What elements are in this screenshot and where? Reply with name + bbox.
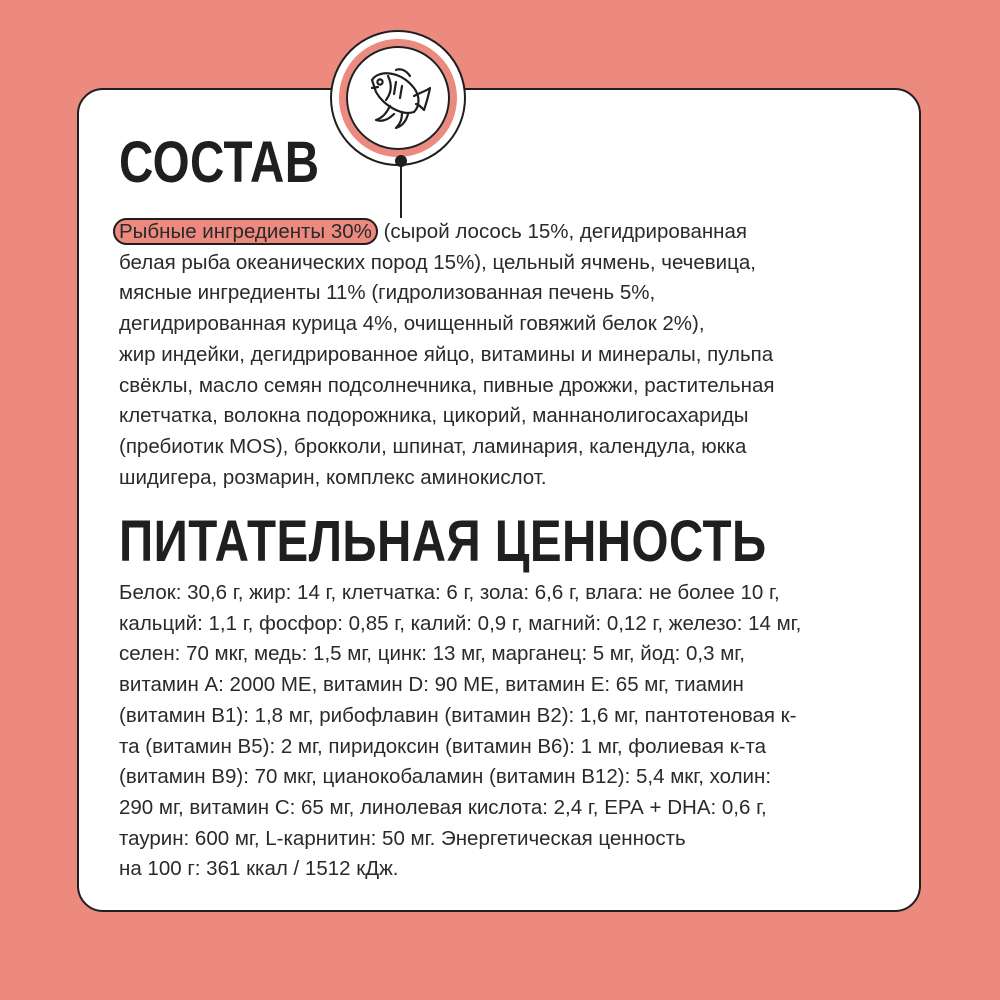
- nutrition-line: на 100 г: 361 ккал / 1512 кДж.: [119, 857, 399, 881]
- composition-line: шидигера, розмарин, комплекс аминокислот.: [119, 465, 547, 489]
- composition-line: мясные ингредиенты 11% (гидролизованная печень 5%,: [119, 281, 656, 305]
- composition-line-1: [119, 217, 889, 248]
- nutrition-line: таурин: 600 мг, L-карнитин: 50 мг. Энергетическая ценность: [119, 826, 686, 850]
- nutrition-line: селен: 70 мкг, медь: 1,5 мг, цинк: 13 мг, марганец: 5 мг, йод: 0,3 мг,: [119, 642, 745, 666]
- nutrition-line: 290 мг, витамин С: 65 мг, линолевая кислота: 2,4 г, ЕРА + DHA: 0,6 г,: [119, 795, 767, 819]
- nutrition-line: (витамин В9): 70 мкг, цианокобаламин (витамин В12): 5,4 мкг, холин:: [119, 765, 772, 789]
- composition-line: белая рыба океанических пород 15%), цельный ячмень, чечевица,: [119, 250, 756, 274]
- composition-line: жир индейки, дегидрированное яйцо, витамины и минералы, пульпа: [119, 342, 774, 366]
- composition-line: клетчатка, волокна подорожника, цикорий, маннанолигосахариды: [119, 404, 749, 428]
- nutrition-line: (витамин В1): 1,8 мг, рибофлавин (витамин В2): 1,6 мг, пантотеновая к-: [119, 703, 797, 727]
- composition-line-1-text: (сырой лосось 15%, дегидрированная: [383, 220, 747, 243]
- fish-icon: [366, 66, 434, 134]
- nutrition-text: [119, 578, 889, 885]
- nutrition-title: ПИТАТЕЛЬНАЯ ЦЕННОСТЬ: [119, 509, 767, 574]
- badge-inner-circle: [346, 46, 450, 150]
- connector-line: [400, 162, 402, 218]
- composition-line: дегидрированная курица 4%, очищенный говяжий белок 2%),: [119, 312, 705, 336]
- nutrition-line: витамин А: 2000 МЕ, витамин D: 90 МЕ, витамин Е: 65 мг, тиамин: [119, 673, 744, 697]
- composition-line: свёклы, масло семян подсолнечника, пивные дрожжи, растительная: [119, 373, 775, 397]
- nutrition-line: кальций: 1,1 г, фосфор: 0,85 г, калий: 0,9 г, магний: 0,12 г, железо: 14 мг,: [119, 611, 802, 635]
- connector-dot: [395, 155, 407, 167]
- fish-ingredients-highlight: Рыбные ингредиенты 30%: [113, 218, 378, 245]
- composition-text: [119, 217, 889, 493]
- fish-badge: [330, 30, 466, 166]
- composition-title: СОСТАВ: [119, 130, 320, 195]
- composition-line: (пребиотик MOS), брокколи, шпинат, ламинария, календула, юкка: [119, 434, 747, 458]
- nutrition-line: та (витамин В5): 2 мг, пиридоксин (витамин В6): 1 мг, фолиевая к-та: [119, 734, 767, 758]
- nutrition-line: Белок: 30,6 г, жир: 14 г, клетчатка: 6 г, зола: 6,6 г, влага: не более 10 г,: [119, 581, 780, 604]
